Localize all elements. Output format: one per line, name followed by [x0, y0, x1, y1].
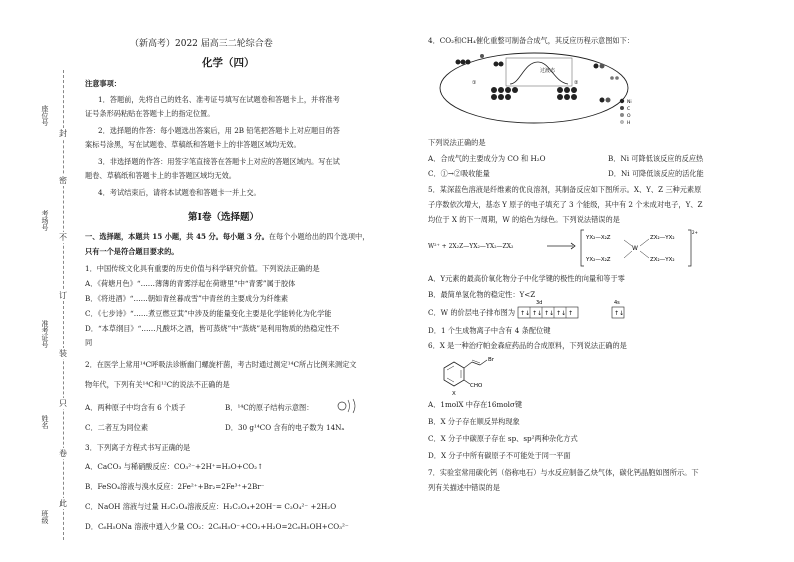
svg-text:↑↓: ↑↓ — [520, 310, 531, 317]
q2-option-a: A．两种原子中均含有 6 个质子 — [85, 403, 186, 412]
field-class: 班级 — [41, 510, 49, 524]
q5-stem-cont: 子序数依次增大，基态 Y 原子的电子填充了 3 个能级，其中有 2 个未成对电子，Y、Z — [428, 200, 703, 209]
subject-title: 化学（四） — [202, 57, 255, 69]
q6-option-a: A．1molX 中存在16molσ键 — [428, 400, 523, 409]
exam-title: （新高考）2022 届高三二轮综合卷 — [130, 39, 273, 49]
q2-option-c: C．二者互为同位素 — [85, 423, 149, 432]
q4-option-d: D．Ni 可降低该反应的活化能 — [608, 169, 704, 178]
orbital-diagram — [516, 298, 636, 320]
transition-state-label: 过渡态 — [540, 68, 556, 74]
notice-line: 题卷、草稿纸和答题卡上的非答题区域均无效。 — [85, 171, 236, 180]
q6-stem: 6．X 是一种治疗帕金森症药品的合成原料，下列说法正确的是 — [428, 341, 627, 350]
q6-option-b: B．X 分子存在顺反异构现象 — [428, 417, 520, 426]
q4-prompt: 下列说法正确的是 — [428, 138, 486, 147]
svg-text:↑↓: ↑↓ — [614, 310, 625, 317]
label-x: X — [452, 391, 456, 396]
field-room-number: 考场号 — [41, 210, 49, 231]
q4-stem: 4．CO₂和CH₄催化重整可制备合成气，其反应历程示意图如下： — [428, 36, 634, 45]
svg-text:YX₂—X₂Z: YX₂—X₂Z — [586, 257, 611, 263]
q6-option-d: D．X 分子中所有碳原子不可能处于同一平面 — [428, 451, 571, 460]
q5-option-d: D．1 个生成物离子中含有 4 条配位键 — [428, 326, 551, 335]
binding-margin — [0, 0, 70, 562]
section-instruction — [85, 233, 369, 240]
label-br: Br — [488, 357, 495, 363]
section-instruction-line2: 只有一个是符合题目要求的。 — [85, 247, 179, 256]
svg-text:↑↓: ↑↓ — [556, 310, 567, 317]
seal-char: 只 — [56, 398, 70, 409]
q6-option-c: C．X 分子中碳原子存在 sp、sp²两种杂化方式 — [428, 434, 578, 443]
svg-text:②: ② — [574, 80, 579, 86]
seal-line — [63, 70, 64, 540]
q3-option-c: C．NaOH 溶液与过量 H₂C₂O₄溶液反应：H₂C₂O₄+2OH⁻= C₂O₄²⁻ +2H₂O — [85, 502, 337, 511]
molecule-x-structure — [432, 354, 512, 396]
legend-h: H — [627, 121, 631, 126]
q4-option-c: C．①→②吸收能量 — [428, 169, 490, 178]
notice-line: 1．答题前，先将自己的姓名、准考证号填写在试题卷和答题卡上，并将准考 — [98, 95, 340, 104]
seal-char: 封 — [56, 128, 70, 139]
q5-option-b: B．最简单氢化物的稳定性：Y<Z — [428, 290, 536, 299]
seal-char: 密 — [56, 175, 70, 186]
atomic-structure-diagram — [336, 397, 360, 415]
q5-stem-cont: 均位于 X 的下一周期，W 的焰色为绿色。下列说法错误的是 — [428, 215, 620, 224]
svg-text:ZX₂—YX₂: ZX₂—YX₂ — [650, 235, 675, 241]
legend-o: O — [627, 114, 631, 119]
q2-stem-cont: 物年代，下列有关¹⁴C和¹²C的说法不正确的是 — [85, 380, 230, 389]
q7-stem-cont: 列有关描述中错误的是 — [428, 483, 500, 492]
notice-heading: 注意事项： — [85, 79, 121, 88]
q2-option-b: B．¹⁴C的原子结构示意图： — [225, 403, 314, 412]
q5-stem: 5．某深蓝色溶液是纤维素的优良溶剂，其制备反应如下图所示。X、Y、Z 三种元素原 — [428, 185, 702, 194]
svg-text:YX₂—X₂Z: YX₂—X₂Z — [586, 235, 611, 241]
field-exam-number: 准考证号 — [41, 320, 49, 348]
legend-ni: Ni — [627, 100, 632, 105]
seal-char: 此 — [56, 498, 70, 509]
q1-option-d-cont: 同 — [85, 338, 93, 347]
notice-line: 4．考试结束后，请将本试题卷和答题卡一并上交。 — [98, 188, 261, 197]
q3-option-d: D．C₆H₅ONa 溶液中通入少量 CO₂：2C₆H₅O⁻+CO₂+H₂O=2C₆H₅OH+CO₃²⁻ — [85, 522, 349, 531]
q5-option-c: C．W 的价层电子排布图为 — [428, 308, 516, 317]
label-cho: CHO — [470, 383, 483, 389]
notice-line: 3．非选择题的作答：用签字笔直接答在答题卡上对应的答题区域内。写在试 — [98, 157, 340, 166]
section-title: 第Ⅰ卷（选择题） — [188, 212, 259, 223]
field-seat-number: 座位号 — [41, 105, 49, 126]
q7-stem: 7．实验室常用碳化钙（俗称电石）与水反应制备乙炔气体，碳化钙晶胞如图所示。下 — [428, 468, 699, 477]
legend-c: C — [627, 107, 631, 112]
q4-option-a: A．合成气的主要成分为 CO 和 H₂O — [428, 154, 546, 163]
svg-text:↑↓: ↑↓ — [544, 310, 555, 317]
q3-option-b: B．FeSO₄溶液与溴水反应：2Fe²⁺+Br₂=2Fe³⁺+2Br⁻ — [85, 482, 265, 491]
complex-ion-structure — [580, 228, 698, 268]
reaction-mechanism-diagram — [436, 48, 646, 130]
q4-option-b: B．Ni 可降低该反应的反应热 — [608, 154, 704, 163]
q1-option-d: D．“本草纲目》“……凡酸坏之酒，皆可蒸烧”中“蒸烧”是利用物质的热稳定性不 — [85, 324, 340, 333]
q2-stem: 2．在医学上常用¹⁴C呼吸法诊断幽门螺旋杆菌，考古时通过测定¹⁴C所占比例来测定文 — [85, 360, 357, 369]
seal-char: 装 — [56, 348, 70, 359]
field-name: 姓名 — [41, 415, 49, 429]
svg-text:①: ① — [472, 80, 477, 86]
instruction-bold: 一、选择题，本题共 15 小题，共 45 分。每小题 3 分。 — [85, 232, 269, 241]
orbital-label-4s: 4s — [614, 300, 620, 306]
reaction-arrow — [545, 234, 577, 258]
q1-stem: 1．中国传统文化具有重要的历史价值与科学研究价值。下列说法正确的是 — [85, 264, 320, 273]
svg-text:ZX₂—YX₂: ZX₂—YX₂ — [650, 257, 675, 263]
seal-char: 订 — [56, 290, 70, 301]
svg-text:2+: 2+ — [692, 230, 698, 235]
q1-option-a: A．《荷塘月色》“……薄薄的青雾浮起在荷塘里”中“青雾”属于胶体 — [85, 279, 296, 288]
q1-option-c: C．《七步诗》“……煮豆燃豆萁”中涉及的能量变化主要是化学能转化为化学能 — [85, 309, 332, 318]
notice-line: 证号条形码粘贴在答题卡上的指定位置。 — [85, 109, 215, 118]
notice-line: 案标号涂黑，写在试题卷、草稿纸和答题卡上的非答题区域均无效。 — [85, 140, 301, 149]
seal-char: 不 — [56, 232, 70, 243]
q3-stem: 3．下列离子方程式书写正确的是 — [85, 443, 191, 452]
q2-option-d: D．30 g¹⁴CO 含有的电子数为 14Nₐ — [225, 423, 345, 432]
q5-option-a: A．Y元素的最高价氧化物分子中化学键的极性的向量和等于零 — [428, 274, 625, 283]
instruction-rest: 在每个小题给出的四个选项中， — [268, 232, 370, 241]
q5-equation-left: W²⁺ + 2X₂Z—YX₂—YX₂—ZX₂ — [428, 243, 514, 250]
svg-text:↑: ↑ — [568, 310, 574, 317]
q1-option-b: B．《将进酒》“……朝如青丝暮成雪”中青丝的主要成分为纤维素 — [85, 294, 289, 303]
svg-text:↑↓: ↑↓ — [532, 310, 543, 317]
svg-text:W: W — [632, 245, 638, 252]
notice-line: 2．选择题的作答：每小题选出答案后，用 2B 铅笔把答题卡上对应题目的答 — [98, 126, 340, 135]
seal-char: 卷 — [56, 448, 70, 459]
q3-option-a: A．CaCO₃ 与稀硝酸反应：CO₃²⁻+2H⁺=H₂O+CO₂↑ — [85, 462, 264, 471]
orbital-label-3d: 3d — [536, 300, 543, 306]
